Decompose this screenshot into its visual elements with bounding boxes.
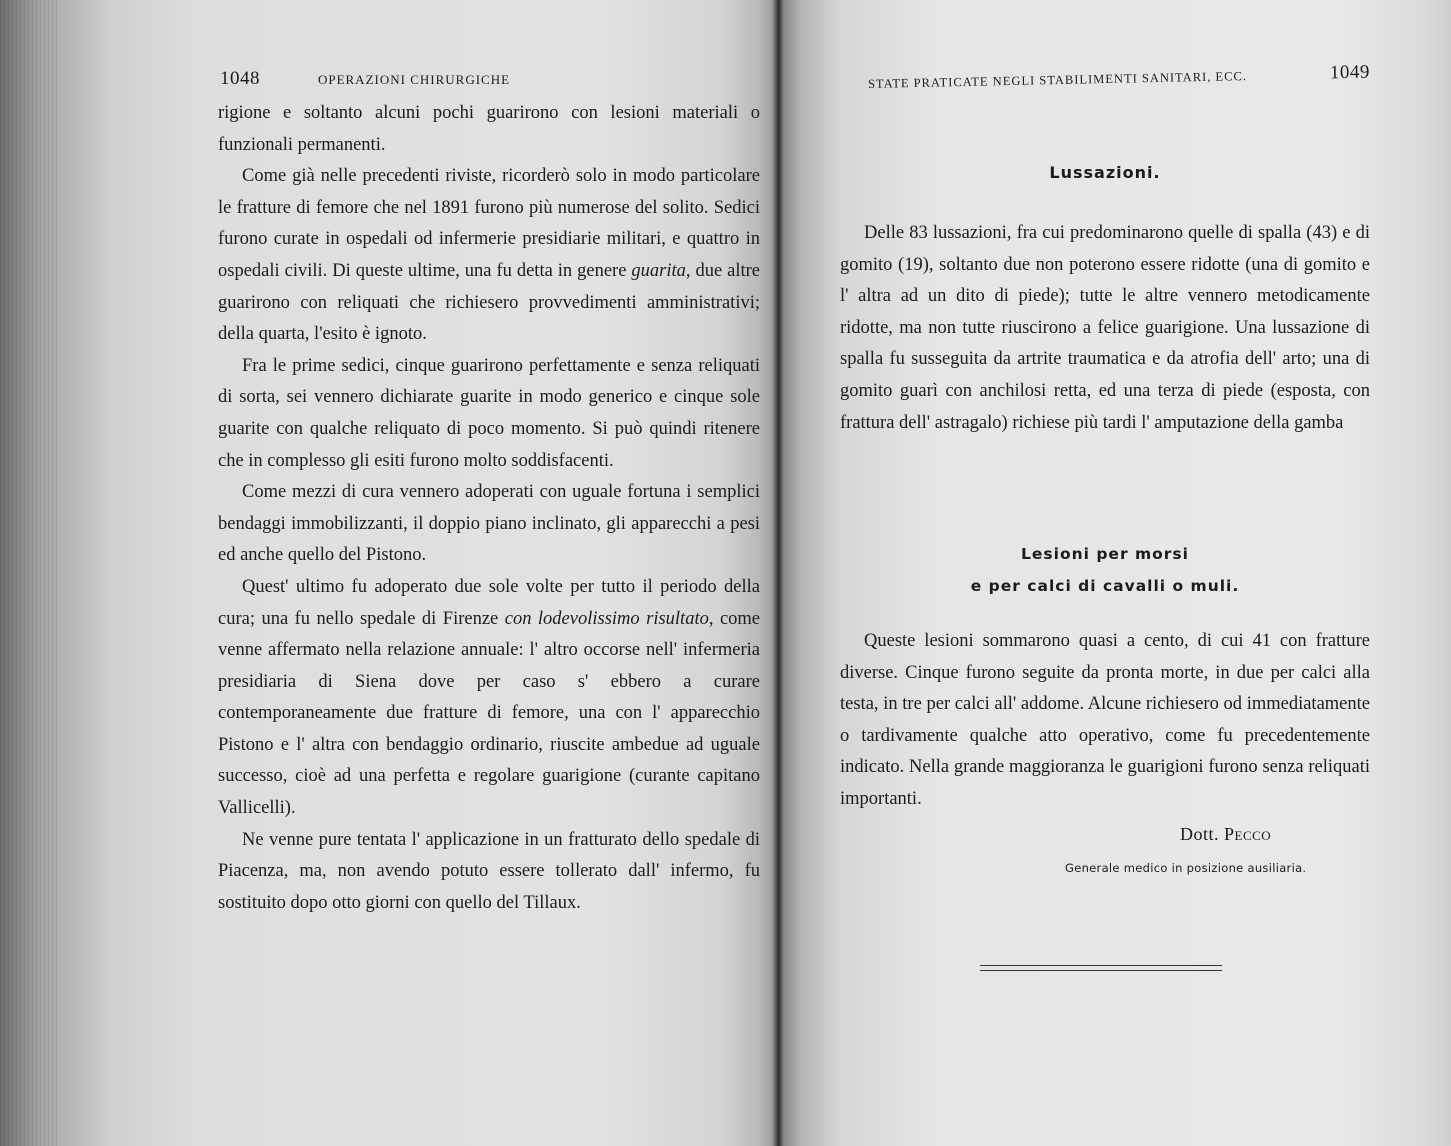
signature-prefix: Dott. — [1180, 824, 1220, 844]
body-text: , due altre guarirono con reliquati che richiesero provvedimenti amministrativi; della quarta, l'esito è ignoto. — [218, 260, 760, 345]
left-paragraph — [218, 161, 760, 351]
section-heading-lesioni — [840, 538, 1370, 602]
body-text: Come mezzi di cura vennero adoperati con uguale fortuna i semplici bendaggi immobilizzanti, il doppio piano inclinato, gli apparecchi a pesi ed anche quello del Pistono. — [218, 482, 760, 566]
right-page-number: 1049 — [1329, 61, 1371, 84]
left-page-body — [218, 98, 760, 919]
left-paragraph — [218, 572, 760, 825]
end-rule — [980, 965, 1222, 971]
page-edges — [0, 0, 60, 1146]
body-text: Quest' ultimo fu adoperato due sole volte per tutto il periodo della cura; una fu nello spedale di Firenze — [218, 576, 760, 629]
body-text: Ne venne pure tentata l' applicazione in un fratturato dello spedale di Piacenza, ma, non avendo potuto essere tollerato dall' infermo, fu sostituito dopo otto giorni con quello del Tillaux. — [218, 829, 760, 913]
left-paragraph — [218, 825, 760, 920]
body-text: Come già nelle precedenti riviste, ricorderò solo in modo particolare le fratture di femore che nel 1891 furono più numerose del solito. Sedici furono curate in ospedali od infermerie presidiarie militari, e quattro in ospedali civili. Di queste ultime, una fu detta in genere — [218, 166, 760, 281]
body-text: Fra le prime sedici, cinque guarirono perfettamente e senza reliquati di sorta, sei vennero dichiarate guarite in modo generico e cinque sole guarite con qualche reliquato di poco momento. Si può quindi ritenere che in complesso gli esiti furono molto soddisfacenti. — [218, 355, 760, 471]
signature-surname: Pecco — [1224, 824, 1272, 844]
left-running-head: OPERAZIONI CHIRURGICHE — [317, 72, 511, 87]
book-gutter — [772, 0, 784, 1146]
signature-title: Generale medico in posizione ausiliaria. — [1065, 861, 1307, 875]
left-page-header — [220, 68, 608, 90]
section-heading-lussazioni: Lussazioni. — [1049, 163, 1161, 182]
right-running-head: STATE PRATICATE NEGLI STABILIMENTI SANITARI, ECC. — [867, 69, 1248, 91]
lesioni-heading-line-2: e per calci di cavalli o muli. — [970, 577, 1240, 595]
italic-text: guarita — [631, 260, 686, 281]
body-text: , come venne affermato nella relazione annuale: l' altro occorse nell' infermeria presidiaria di Siena dove per caso s' ebbero a curare contemporaneamente due fratture di femore, una con l' apparecchio Pistono e l' altra con bendaggio ordinario, riuscite ambedue ad uguale successo, cioè ad una perfetta e regolare guarigione (curante capitano Vallicelli). — [218, 608, 761, 819]
lussazioni-paragraph: Delle 83 lussazioni, fra cui predominarono quelle di spalla (43) e di gomito (19), soltanto due non poterono essere ridotte (una di gomito e l' altra ad un dito di piede); tutte le altre vennero metodicamente ridotte, ma non tutte riuscirono a felice guarigione. Una lussazione di spalla fu susseguita da artrite traumatica e da atrofia dell' arto; una di gomito guarì con anchilosi retta, ed una terza di piede (esposta, con frattura dell' astragalo) richiese più tardi l' amputazione della gamba — [840, 223, 1370, 433]
body-text: rigione e soltanto alcuni pochi guarirono con lesioni materiali o funzionali permanenti. — [218, 103, 760, 155]
left-page-number: 1048 — [220, 68, 260, 89]
lesioni-heading-line-1: Lesioni per morsi — [1021, 545, 1189, 563]
left-paragraph — [218, 98, 760, 161]
left-paragraph — [218, 477, 760, 572]
lesioni-paragraph: Queste lesioni sommarono quasi a cento, di cui 41 con fratture diverse. Cinque furono seguite da pronta morte, in due per calci alla testa, in tre per calci all' addome. Alcune richiesero od immediatamente o tardivamente qualche atto operativo, come fu precedentemente indicato. Nella grande maggioranza le guarigioni furono senza reliquati importanti. — [840, 631, 1370, 809]
italic-text: con lodevolissimo risultato — [504, 608, 709, 629]
left-paragraph — [218, 351, 760, 477]
signature-name — [1180, 824, 1271, 845]
